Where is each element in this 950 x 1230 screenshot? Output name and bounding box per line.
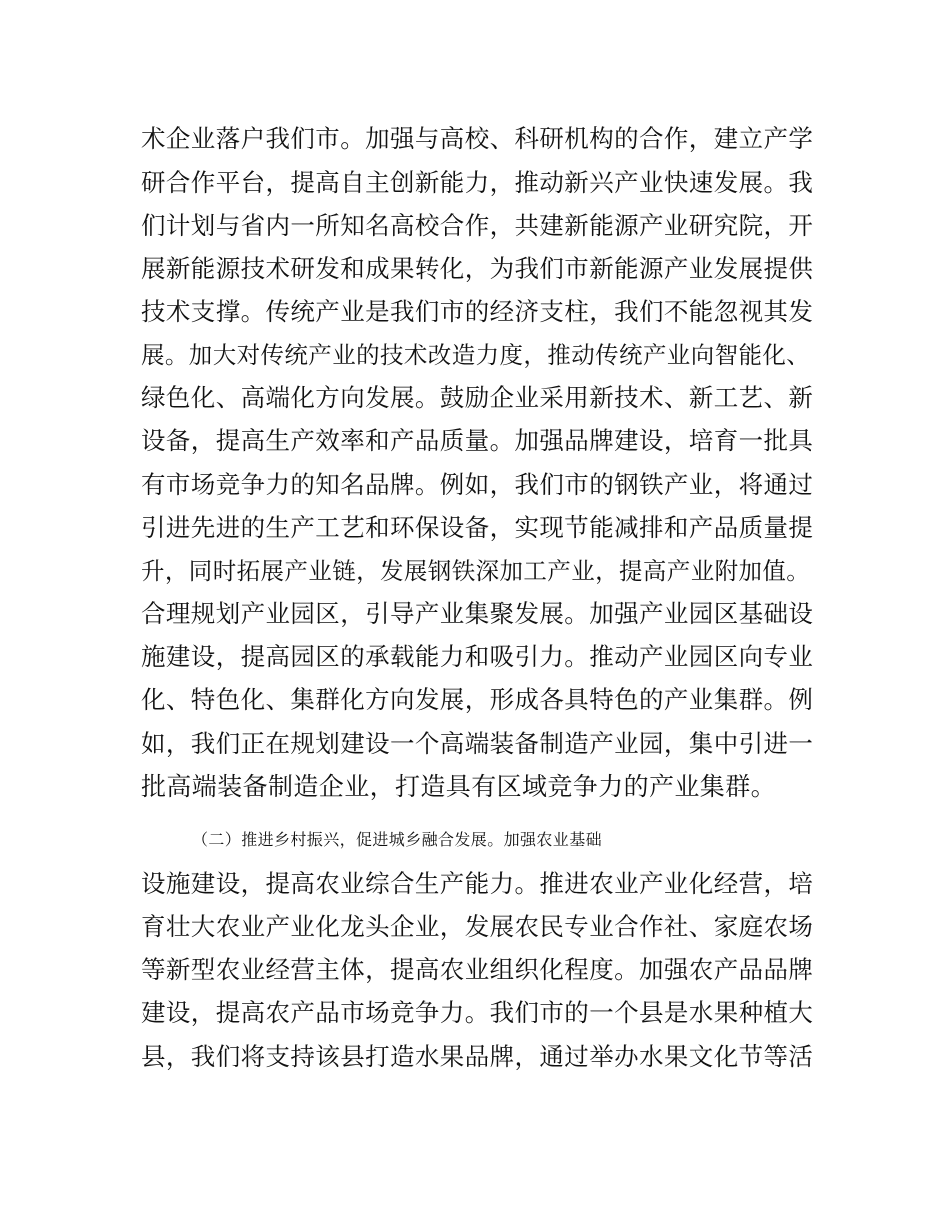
text-line: 绿色化、高端化方向发展。鼓励企业采用新技术、新工艺、新 [141,383,814,412]
text-line: 育壮大农业产业化龙头企业，发展农民专业合作社、家庭农场 [141,912,814,941]
text-line: 展新能源技术研发和成果转化，为我们市新能源产业发展提供 [141,254,814,283]
section-heading-line: （二）推进乡村振兴，促进城乡融合发展。加强农业基础 [192,830,603,849]
text-line: 设备，提高生产效率和产品质量。加强品牌建设，培育一批具 [141,426,814,455]
text-line: 有市场竞争力的知名品牌。例如，我们市的钢铁产业，将通过 [141,470,814,499]
text-line: 等新型农业经营主体，提高农业组织化程度。加强农产品品牌 [141,955,814,984]
text-line: 施建设，提高园区的承载能力和吸引力。推动产业园区向专业 [141,642,814,671]
text-line: 化、特色化、集群化方向发展，形成各具特色的产业集群。例 [141,685,814,714]
text-line: 建设，提高农产品市场竞争力。我们市的一个县是水果种植大 [141,998,814,1027]
text-line: 技术支撑。传统产业是我们市的经济支柱，我们不能忽视其发 [141,297,814,326]
text-line: 合理规划产业园区，引导产业集聚发展。加强产业园区基础设 [141,599,814,628]
text-line: 批高端装备制造企业，打造具有区域竞争力的产业集群。 [141,772,777,801]
text-line: 升，同时拓展产业链，发展钢铁深加工产业，提高产业附加值。 [141,557,811,585]
text-line: 县，我们将支持该县打造水果品牌，通过举办水果文化节等活 [141,1042,814,1071]
text-line: 术企业落户我们市。加强与高校、科研机构的合作，建立产学 [141,124,814,153]
text-line: 设施建设，提高农业综合生产能力。推进农业产业化经营，培 [141,869,814,898]
text-line: 展。加大对传统产业的技术改造力度，推动传统产业向智能化、 [141,341,811,369]
text-line: 研合作平台，提高自主创新能力，推动新兴产业快速发展。我 [141,168,814,197]
text-line: 引进先进的生产工艺和环保设备，实现节能减排和产品质量提 [141,513,814,542]
text-line: 们计划与省内一所知名高校合作，共建新能源产业研究院，开 [141,211,814,240]
text-line: 如，我们正在规划建设一个高端装备制造产业园，集中引进一 [141,729,814,758]
